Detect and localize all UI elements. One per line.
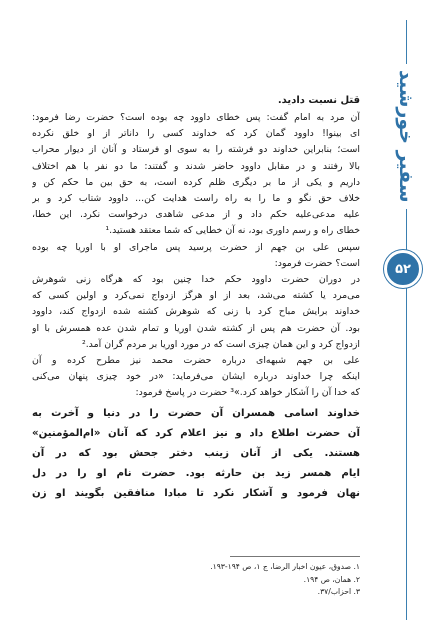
quote-line: نهان فرمود و آشکار نکرد تا مبادا منافقین بگویند او زن (32, 487, 360, 499)
text-line: خلاف حق نگو و ما را به راه راست هدایت کن... داوود شتاب کرد و بر (32, 193, 360, 205)
text-line: علی بن جهم شبهه‌ای درباره حضرت محمد نیز مطرح کرده و آن (32, 355, 360, 367)
footnote: ۲. همان، ص ۱۹۴. (303, 574, 360, 584)
book-side-title: سفیر خورشید (395, 64, 417, 209)
footnote-separator (230, 556, 360, 557)
quote-line: هستند. یکی از آنان زینب دختر جحش بود که در آن (32, 447, 360, 459)
text-line: است؟ حضرت فرمود: (274, 257, 360, 269)
footnote: ۱. صدوق، عیون اخبار الرضا، ج ۱، ص ۱۹۴-۱۹۳. (210, 562, 360, 571)
text-line: خداوند برایش مباح کرد با زنی که شوهرش کشته شده ازدواج کند، داوود (32, 306, 360, 318)
text-line: ای بینوا! داوود گمان کرد که خداوند کسی را داناتر از او خلق نکرده (32, 128, 360, 140)
text-line: اینکه چرا خداوند درباره ایشان می‌فرماید: «در خود چیزی پنهان می‌کنی (32, 371, 360, 383)
text-line: بود. آن حضرت هم پس از کشته شدن اوریا و تمام شدن عده همسرش با او (32, 322, 360, 334)
text-line: است؛ بنابراین خداوند دو فرشته را به سوی او فرستاد و آنان از دیوار محراب (32, 144, 360, 156)
text-line: آن مرد به امام گفت: پس خطای داوود چه بوده است؟ حضرت رضا فرمود: (32, 112, 360, 123)
text-line: می‌مرد یا کشته می‌شد، بعد از او هرگز ازدواج نمی‌کرد و اولین کسی که (32, 290, 360, 302)
footnote: ۳. احزاب/۳۷. (317, 587, 360, 596)
page-number-badge: ۵۲ (384, 250, 422, 288)
opening-line: قتل نسبت دادید. (277, 95, 360, 106)
quote-block (32, 404, 360, 504)
quote-line: ایام همسر زید بن حارثه بود. حضرت نام او را در دل (32, 467, 360, 479)
main-text (32, 92, 360, 504)
footnotes (32, 561, 360, 599)
side-band (374, 0, 436, 640)
text-line: که خدا آن را آشکار خواهد کرد.»³ حضرت در پاسخ فرمود: (135, 387, 360, 399)
text-line: در دوران حضرت داوود حکم خدا چنین بود که هرگاه زنی شوهرش (32, 274, 360, 286)
quote-line: خداوند اسامی همسران آن حضرت را در دنیا و آخرت به (32, 407, 360, 419)
text-line: علیه مدعی‌علیه حکم داد و از مدعی شاهدی درخواست نکرد. این خطا، (32, 209, 360, 221)
text-line: داریم و یکی از ما بر دیگری ظلم کرده است، به حق بین ما حکم کن و (32, 176, 360, 188)
text-line: سپس علی بن جهم از حضرت پرسید پس ماجرای او با اوریا چه بوده (32, 241, 360, 253)
quote-line: آن حضرت اطلاع داد و نیز اعلام کرد که آنان «ام‌المؤمنین» (32, 427, 360, 439)
text-line: بالا رفتند و در مقابل داوود حاضر شدند و گفتند: ما دو نفر با هم اختلاف (32, 160, 360, 172)
text-line: ازدواج کرد و این همان چیزی است که در مورد اوریا بر مردم گران آمد.² (81, 338, 360, 350)
text-line: خطای راه و رسم داوری بود، نه آن خطایی که شما معتقد هستید.¹ (105, 225, 360, 237)
